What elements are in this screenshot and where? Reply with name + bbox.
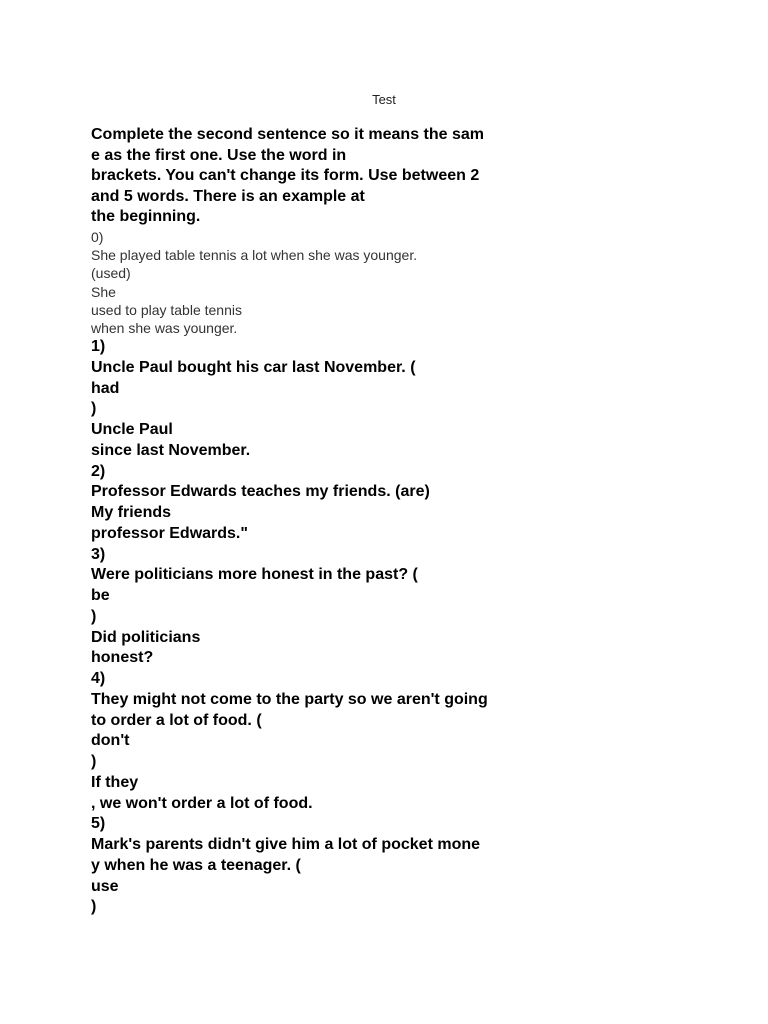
question-keyword: use [91, 877, 119, 895]
question-keyword: be [91, 587, 110, 605]
question-number: 1) [91, 338, 106, 356]
instruction-line: brackets. You can't change its form. Use between 2 [91, 167, 480, 185]
question-text: to order a lot of food. ( [91, 711, 262, 729]
question-sentence: They might not come to the party so we aren't going [91, 690, 488, 708]
question-text: ) [91, 898, 97, 916]
question-number: 2) [91, 462, 106, 480]
questions-block [91, 337, 511, 918]
example-answer-start: She [91, 283, 116, 300]
instruction-line: Complete the second sentence so it means the sam [91, 126, 485, 143]
question-answer-start: If they [91, 773, 139, 791]
example-keyword: (used) [91, 265, 131, 282]
example-number: 0) [91, 228, 104, 245]
question-text: ) [91, 607, 97, 625]
question-keyword: had [91, 379, 120, 397]
question-text: ) [91, 753, 97, 771]
question-answer-start: Uncle Paul [91, 421, 173, 439]
page-title: Test [372, 92, 396, 107]
question-answer-end: honest? [91, 649, 154, 667]
question-sentence: Mark's parents didn't give him a lot of pocket mone [91, 836, 481, 854]
example-sentence: She played table tennis a lot when she was younger. [91, 247, 418, 264]
question-text: ) [91, 400, 97, 418]
instruction-line: and 5 words. There is an example at [91, 187, 365, 205]
instruction-line: e as the first one. Use the word in [91, 146, 347, 164]
example-answer: used to play table tennis [91, 301, 242, 318]
instruction-line: the beginning. [91, 208, 201, 226]
question-sentence: Were politicians more honest in the past? ( [91, 566, 418, 584]
example-block [91, 228, 511, 337]
question-number: 5) [91, 815, 106, 833]
question-answer-start: My friends [91, 504, 172, 522]
document-body [91, 125, 511, 918]
question-answer-end: professor Edwards." [91, 524, 248, 542]
instructions [91, 125, 511, 228]
question-number: 4) [91, 670, 106, 688]
question-text: y when he was a teenager. ( [91, 856, 301, 874]
question-answer-end: , we won't order a lot of food. [91, 794, 313, 812]
question-number: 3) [91, 545, 106, 563]
example-answer-end: when she was younger. [91, 319, 238, 336]
question-sentence: Professor Edwards teaches my friends. (are) [91, 483, 430, 501]
question-answer-end: since last November. [91, 441, 251, 459]
question-answer-start: Did politicians [91, 628, 201, 646]
question-sentence: Uncle Paul bought his car last November. ( [91, 358, 416, 376]
question-keyword: don't [91, 732, 130, 750]
